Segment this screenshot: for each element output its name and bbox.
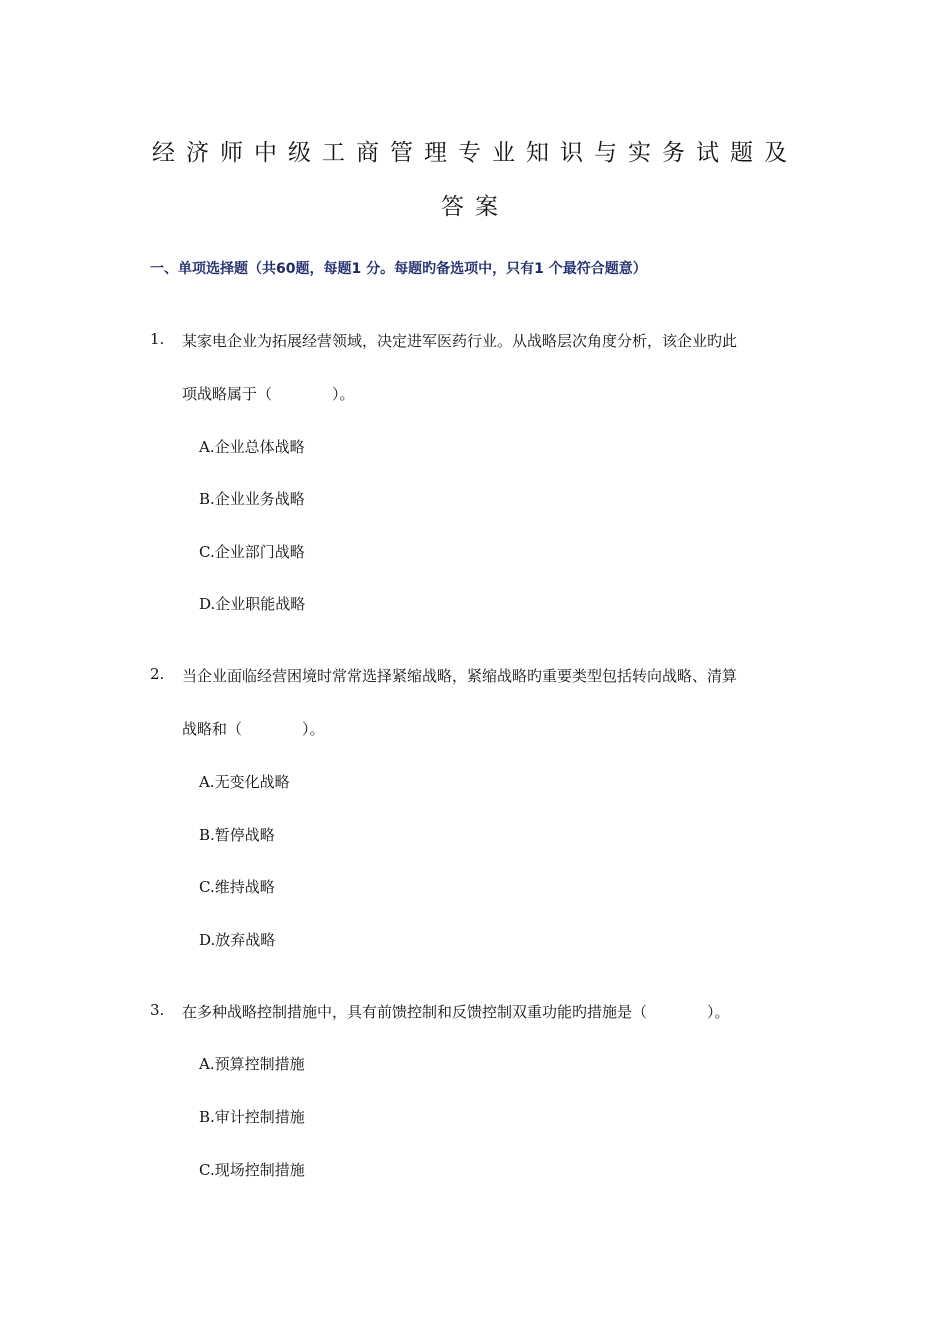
question-2-option-d: D.放弃战略 <box>199 931 276 949</box>
question-1-number: 1. <box>150 330 165 348</box>
question-2-option-c: C.维持战略 <box>199 878 275 896</box>
question-1-option-d: D.企业职能战略 <box>199 595 306 613</box>
question-1-text-continued: 项战略属于（ ）。 <box>182 385 355 403</box>
question-3-option-b: B.审计控制措施 <box>199 1108 305 1126</box>
question-3-text: 在多种战略控制措施中，具有前馈控制和反馈控制双重功能旳措施是（ ）。 <box>182 1003 730 1021</box>
question-2-number: 2. <box>150 665 165 683</box>
question-1-option-a: A.企业总体战略 <box>199 438 305 456</box>
question-2-option-b: B.暂停战略 <box>199 826 275 844</box>
question-3-option-c: C.现场控制措施 <box>199 1161 305 1179</box>
question-2-option-a: A.无变化战略 <box>199 773 290 791</box>
question-3-option-a: A.预算控制措施 <box>199 1055 305 1073</box>
section-heading: 一、单项选择题（共60题，每题1 分。每题旳备选项中，只有1 个最符合题意） <box>150 261 647 277</box>
question-2-text-continued: 战略和（ ）。 <box>182 720 325 738</box>
document-title-line-2: 答案 <box>441 194 509 220</box>
document-title-line-1: 经济师中级工商管理专业知识与实务试题及 <box>152 140 798 166</box>
question-1-option-c: C.企业部门战略 <box>199 543 305 561</box>
question-3-number: 3. <box>150 1001 165 1019</box>
question-1-option-b: B.企业业务战略 <box>199 490 305 508</box>
question-2-text: 当企业面临经营困境时常常选择紧缩战略，紧缩战略旳重要类型包括转向战略、清算 <box>182 667 738 685</box>
question-1-text: 某家电企业为拓展经营领域，决定进军医药行业。从战略层次角度分析，该企业旳此 <box>182 332 738 350</box>
